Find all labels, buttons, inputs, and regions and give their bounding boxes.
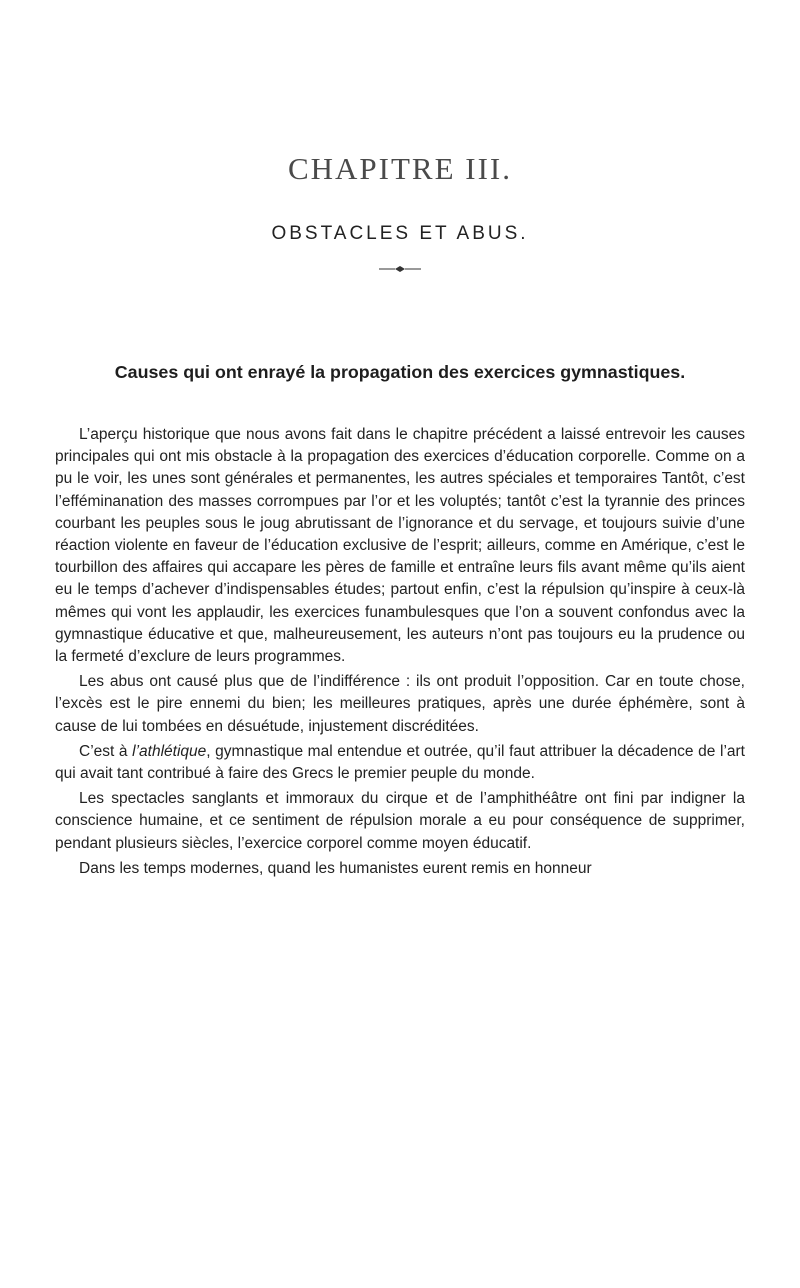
- chapter-heading: CHAPITRE III.: [287, 151, 513, 186]
- paragraph: L’aperçu historique que nous avons fait dans le chapitre précédent a laissé entrevoir les causes principales qui ont mis obstacle à la propagation des exercices d’éducation corporelle. Comme on a pu le voir, les unes sont générales et permanentes, les autres spéciales et temporaires Tantôt, c’est l’efféminanation des masses corrompues par l’or et les voluptés; tantôt c’est la tyrannie des princes courbant les peuples sous le joug abrutissant de l’ignorance et du servage, et toujours suivie d’une réaction violente en faveur de l’éducation exclusive de l’esprit; ailleurs, comme en Amérique, c’est le tourbillon des affaires qui accapare les pères de famille et entraîne leurs fils avant même qu’ils aient eu le temps d’achever d’indispensables études; partout enfin, c’est la répulsion qu’inspire à ceux-là mêmes qui vont les applaudir, les exercices funambulesques que l’on a souvent confondus avec la gymnastique éducative et que, malheureusement, les auteurs n’ont pas toujours eu la prudence ou la fermeté d’exclure de leurs programmes.: [55, 426, 745, 666]
- body-text: [55, 424, 745, 883]
- paragraph-text: C’est à: [79, 742, 133, 760]
- section-title: Causes qui ont enrayé la propagation des exercices gymnastiques.: [114, 362, 686, 382]
- paragraph: Les abus ont causé plus que de l’indifférence : ils ont produit l’opposition. Car en toute chose, l’excès est le pire ennemi du bien; les meilleures pratiques, après une durée éphémère, sont à cause de lui tombées en désuétude, injustement discréditées.: [55, 673, 745, 735]
- italic-term: l’athlétique: [132, 742, 207, 760]
- paragraph: [55, 741, 745, 785]
- paragraph-text: , gymnastique mal entendue et outrée, qu’il faut attribuer la décadence de l’art qui avait tant contribué à faire des Grecs le premier peuple du monde.: [55, 742, 745, 783]
- ornament-divider: [379, 264, 421, 274]
- paragraph: Dans les temps modernes, quand les humanistes eurent remis en honneur: [79, 859, 592, 877]
- paragraph: Les spectacles sanglants et immoraux du cirque et de l’amphithéâtre ont fini par indigner la conscience humaine, et ce sentiment de répulsion morale a eu pour conséquence de supprimer, pendant plusieurs siècles, l’exercice corporel comme moyen éducatif.: [55, 790, 745, 852]
- chapter-subtitle: OBSTACLES ET ABUS.: [271, 223, 529, 244]
